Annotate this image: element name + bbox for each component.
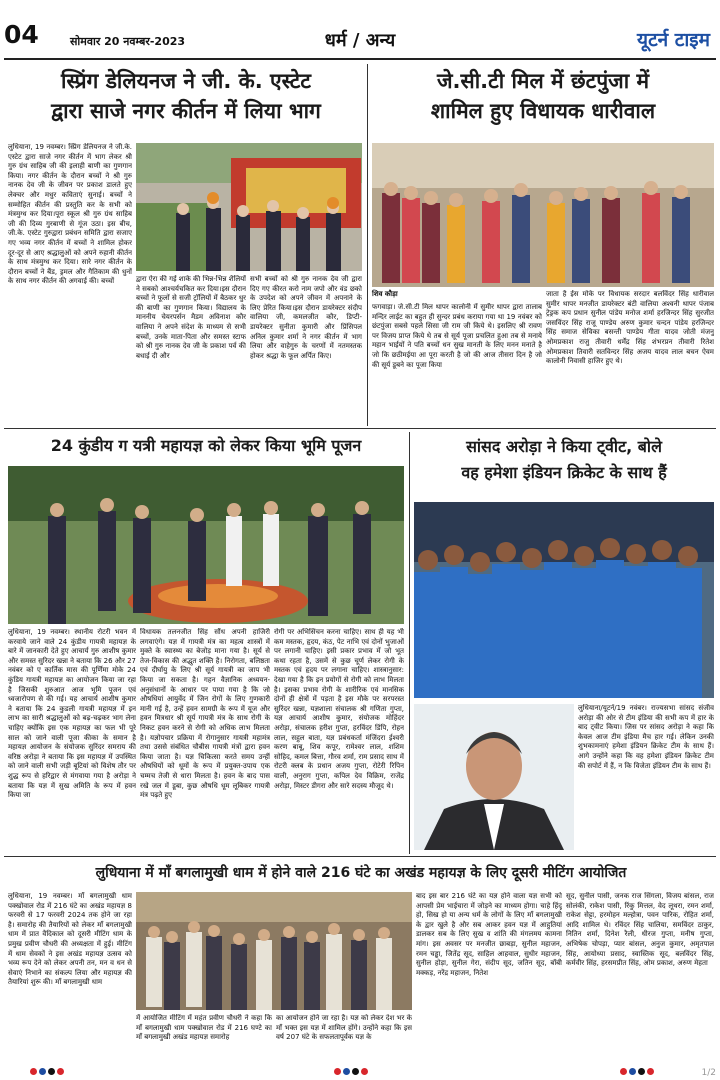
story1-col3: सभी बच्चों को श्री गुरु नानक देव जी द्वारा दिए गए कीरत करो नाम जपो और वंड छको के उपदेश को अपने जीवन में अपनाने के लिए प्रेरित किया।इस दौरान डायरेक्टर संदीप वालिया जी, कमलजीत कौर, डिप्टी-डायरेक्टर सुनीता कुमारी और प्रिंसिपल अनिल कुमार शर्मा ने नगर कीर्तन में भाग लिया और वाहेगुरु के चरणों में नतमस्तक होकर श्रद्धा के फूल अर्पित किए। [250,275,362,360]
dot-red [30,1068,37,1075]
story1-col1: लुधियाना, 19 नवम्बर। स्प्रिंग डेलियनज ने जी.के. एस्टेट द्वारा साजे नगर कीर्तन में भाग लेकर श्री गुरु ग्रंथ साहिब जी की इलाही बाणी का गुणगान किया। नगर कीर्तन के दौरान बच्चों ने श्री गुरु नानक देव जी के जीवन पर प्रकाश डालते हुए लेक्चर और मधुर कविताएं सुनाई। बच्चों ने सम्मोहित कीर्तन की प्रस्तुति कर के सभी को मंत्रमुग्ध कर दिया।पूरा स्कूल श्री गुरु ग्रंथ साहिब जी की दिव्य गुरबाणी से गूंज उठा। इस बीच, जी.के. एस्टेट गुरुद्वारा प्रबंधन समिति द्वारा सजाए गए भव्य नगर कीर्तन में बच्चों ने शामिल होकर दूर-दूर से आए श्रद्धालुओं को अपने रुहानी कीर्तन के साथ मंत्रमुग्ध कर दिया। सारे नगर कीर्तन के दौरान बच्चों ने बैंड, ड्रमल और गैतिकाम की धुनों के साथ नगर कीर्तन की अगवाई की। बच्चों [8,143,132,286]
story5-col4: बाद इस बार 216 घंटे का यज्ञ होने वाला यज्ञ सभी को आपसी प्रेम भाईचारा में जोड़ने का माध्यम होगा। चाहे हिंदू हो, सिख हो या अन्य धर्म के लोगों के लिए माँ बगलामुखी के द्वार खुले है और सब आकर हवन यज्ञ में आहुतियां डालकर सब के लिए सुख व शांति की मंगलमय कामना मांग। इस अवसर पर मनजीत छाबड़ा, सुनील महाजन, रमन चड्ढा, जितेंद्र सूद, साहिल आहवाल, सुधीर महाजन, सुनील होड़ा, सुनील गेरा, संदीप सूद, जतिन सूद, बॉबी मक्कड़, नरेंद्र महाजन, नितेश [416,892,562,977]
dot-blue [629,1068,636,1075]
story1-photo [136,143,362,271]
nagar-kirtan-photo [136,143,362,271]
story5-col2: में आयोजित मीटिंग में महंत प्रवीण चौधरी ने कहा कि माँ बगलामुखी धाम पक्खोवाल रोड में 216 घण्टे का माँ बगलामुखी अखंड महायज्ञ समारोह [136,1014,272,1042]
dot-red [334,1068,341,1075]
cricket-team-photo [414,502,714,698]
story2-photo [372,143,714,287]
story5-col5: सूद, सुनील पासी, जनक राज सिंगला, विजय बांसल, राज सोलंकी, राकेश पासी, रिंकु मित्तल, वेद लूथरा, रमन शर्मा, राकेश सेट्टा, हरमोहन मल्होत्रा, पवन पारिक, रोहित शर्मा, आदि शामिल थे। रविंदर सिंह चालिया, समविंदर ठाकुर, नितिन शर्मा, दिनेश रैली, धीरज गुप्ता, मनीष गुप्ता, अभिषेक चोपड़ा, प्यार बांसल, अनुज कुमार, अमृतपाल सिंह, आयोध्या प्रसाद, स्वास्तिक सूद, बलविंदर सिंह, कर्मवीर सिंह, हरसमप्रीत सिंह, ओम प्रकाश, अरुण मेहता [566,892,714,968]
section-title: धर्म / अन्य [324,30,396,51]
row-divider-1 [4,428,716,429]
viewer-page-indicator: 1/2 [701,1068,716,1078]
dot-red [361,1068,368,1075]
story3-photo [8,466,404,624]
newspaper-logo: यूटर्न टाइम [637,29,710,51]
story3-col3: रोगी पर अभिसिंचन करना चाहिए। साथ ही यह भी कम मस्तक, हृदय, कंठ, पेट नाभि एवं दोनों भुजाओं पर लगानी चाहिए। इसी प्रकार प्रभाव में जो भूत कथा रहता है, उसमें से कुछ चूर्ण लेकर रोगी के मस्तक एवं हृदय पर लगाना चाहिए। शास्त्रानुसार: देखा गया है कि इन प्रयोगों से रोगी को लाभ मिलता है। इसका प्रभाव रोगी के शारीरिक एवं मानसिक दोनों ही क्षेत्रों में पड़ता है इस मौके पर सरपरस्त सुरिंदर खन्ना, यज्ञशाला संचालक श्री गणिता गुप्ता, यज्ञ आचार्य आशीष कुमार, संयोजक मोहिंदर अरोड़ा, संचालक हरीश गुप्ता, हरविंदर डिंपि, रोहन लाल, सहुल बाता, यज्ञ प्रबंधकर्ता मंजिंदरा ईश्वरी करण बाबू, शिव कपूर, रामेश्वर लाल, शशिम सोहिद, कमल बित्ता, गौरव शर्मा, राम प्रसाद साथ में रोटरी क्लब के प्रधान अजय गुप्ता, रोटेरी रिपिन वाली, अनुराग गुप्ता, कपिल देव विक्रिम, राजेंद्र अरोड़ा, मिस्टर डीगरा और सारे सदस्य मौजूद थे। [274,628,404,790]
dot-black [638,1068,645,1075]
story4-col: लुधियाना/यूटर्न/19 नवंबर। राज्यसभा सांसद संजीव अरोड़ा की ओर से टीम इंडिया की सभी कप में हार के बाद ट्वीट किया। जिस पर सांसद अरोड़ा ने कहा कि केवल आज टीम इंडिया मैच हार गई। लेकिन उनकी शुभकामनाएं हमेशा इंडियन क्रिकेट टीम के साथ हैं। आगे उन्होंने कहा कि वह हमेशा इंडियन क्रिकेट टीम की सपोर्ट में हैं, न कि विजेता इंडियन टीम के साथ हैं। [578,704,714,770]
dot-red [647,1068,654,1075]
dot-black [48,1068,55,1075]
page-number: 04 [4,20,39,49]
footer-dots-right [620,1060,680,1070]
dot-red [620,1068,627,1075]
story4-mp-photo [414,704,574,850]
story4-headline [414,434,714,498]
meeting-group-photo [136,892,412,1010]
dot-red [57,1068,64,1075]
story2-col2: जाता है ईस मोके पर विधायक सरदार बलविंदर सिंह धारीवाल सुमीर थापर मनजीत डायरेक्टर बंटी वालिया अश्वनी थापर पंजाब ट्रेड्रक कप प्रधान सुनील पांडेय मनोज शर्मा हरजिन्दर सिंह सुरजीत जसविंदर सिंह राजू पाण्डेय अरुण कुमार चन्दन पांडेय हरजिन्दर सिंह समाज सेविका बसन्ती पाण्डेय गीता यादव जोती मंजनु ओमप्रकाश राजु तीवारी धर्मेंद्र सिंह शंभरप्रन तीवारी रितेश ओमप्रकाश तिवारी सतविन्दर सिंह अजय यादव लाल बचन ऐवम कालोनी निवासी हाजिर हुए थे। [546,290,714,366]
bhoomi-pujan-photo [8,466,404,624]
story1-headline-line1: स्प्रिंग डेलियनज ने जी. के. एस्टेट [61,69,311,93]
story5-photo [136,892,412,1010]
story2-headline-line2: शामिल हुए विधायक धारीवाल [430,99,656,123]
footer-dots-left [30,1060,90,1070]
story1-col2: द्वारा ऐरा की गई शाके की भिन्न-भिन्न शैलियों ने सबको आश्चर्यचकित कर दिया।इस दौरान बच्चों ने फूलों से सजी ट्रॉलियों में बैठकर धुर की बाणी का गुणगान किया। विद्यालय के माननीय चेयरपर्सन मैडम अविनाश कौर वालिया ने अपने संदेश के माध्यम से सभी बच्चों, उनके माता-पिता और समस्त स्टाफ को श्री गुरु नानक देव जी के प्रकाश पर्व की बधाई दी और [136,275,246,360]
story3-col2: विधायक तलनजीत सिंह सौंध अपनी हाजिरी लगवाएंगे। यज्ञ में गायत्री मंत्र का महत्व शास्त्रों में मुक्ते के स्वास्थ्य का बेजोड़ माना गया है। सूर्य से तेज-विकास की अद्भुत शक्ति है। निरोगता, बलिष्ठता एवं दीर्घायु के लिए श्री सूर्य गायत्री का जाप भी किया जा सकता है। गहन वैज्ञानिक अध्ययन-अनुसंधानों के आधार पर पाया गया है कि जो औषधियां आयुर्वेद में जिन रोगों के लिए गुणकारी मानी गई है, उन्हें हवन सामग्री के रूप में यूज और हवन मित्रधार श्री सूर्य गायत्री मंत्र के साथ रोगी के निकट हवन करने से रोगी को अधिक लाभ मिलता है। यज्ञोपचार प्रक्रिया में रोगानुसार गायत्री महामंत्र तथा उससे संबंधित चौबीस गायत्री मंत्रों द्वारा हवन किया जाता है। यज्ञ चिकित्सा करते समय उन्हीं औषधियों को धूमों के रूप में प्रयुक्त-उपाय एक चम्मच तेजी से धारा मिलता है। हवन के बाद पास रखे जल में डूबा, कुछ औषधि धूम लूबिकर गायत्री मंत्र पढ़ते हुए [140,628,270,800]
header-date: सोमवार 20 नवम्बर-2023 [70,35,186,48]
sanjeev-arora-photo [414,704,574,850]
dot-blue [343,1068,350,1075]
story2-headline [372,66,714,136]
story5-headline: लुधियाना में माँ बगलामुखी धाम में होने वाले 216 घंटे का अखंड महायज्ञ के लिए दूसरी मीटिंग आयोजित [95,865,627,881]
story4-photo [414,502,714,698]
column-divider-mid [409,432,410,854]
story2-col1: फगवाड़ा। जे.सी.टी मिल थापर कालोनी में सुमीर थापर द्वारा तालाब मन्दिर लाईट का बहुत ही सुन्दर प्रबंध कराया गया था 19 नवंबर को छंटपुंजा सबसे पहले सिसा जी राम जी किये थे। इसलिए श्री रावण पर विजय प्राप्त किये थे तब से सूर्य पूजा प्रचलित हुआ तब से मनाये महान भाईयों ने पति बच्चों धन सुख मानती के लिए मनन मनाते है जो कि छठीमईया आ पूरा करती है जो की आज तीसरा दिन है जो की सूर्य डूबने का पूजा किया [372,303,542,369]
story2-headline-line1: जे.सी.टी मिल में छंटपुंजा में [436,69,650,93]
story1-headline [8,66,364,136]
story4-headline-line2: वह हमेशा इंडियन क्रिकेट के साथ हैं [461,463,667,482]
footer-dots-center [334,1060,394,1070]
header-rule [4,58,716,60]
story2-photo-caption: शिव कौड़ा [372,290,398,298]
story4-headline-line1: सांसद अरोड़ा ने किया ट्वीट, बोले [466,437,662,456]
story3-headline: 24 कुंडीय ग यत्री महायज्ञ को लेकर किया भूमि पूजन [50,436,362,455]
story1-headline-line2: द्वारा साजे नगर कीर्तन में लिया भाग [51,99,321,123]
column-divider-top [367,64,368,426]
chhath-puja-photo [372,143,714,287]
dot-black [352,1068,359,1075]
row-divider-2 [4,856,716,857]
story3-col1: लुधियाना, 19 नवम्बर। स्थानीय रोटरी भवन में करवाये जाने वाले 24 कुंडीय गायत्री महायज्ञ के बारे में जानकारी देते हुए आचार्य गुरु आशीष कुमार और समस्त सुरिदर खन्ना ने बताया कि 26 और 27 नवंबर को ए कार्तिक मास की पूर्णिमा मोके 24 कुंडिय गायत्री महायज्ञ का आयोजन किया जा रहा है जिसकी शुरुआत आज भूमि पूजन एवं ध्वजारोपण से की गई। यह आचार्य आशीष कुमार ने बताया कि 24 कुडली गायत्री महायज्ञ में इन लाभ का सारी श्रद्धालुओं को बढ़-चढ़कर भाग लेना चाहिए क्योंकि इस एक महायज्ञ का फल भी पूरे साल को जाने वाली पूजा कीका के समान है महायज्ञ आयोजन के संयोजक सुरिंदर समराय की वरिष्ठ अरोड़ा ने बताया कि इस महायज्ञ में उपस्थित को जाने वाली सभी जड़ी बूटियां को विशेष तौर पर शुद्ध रूप से हरिद्वार से मंगवाया गया है अरोड़ा ने बताया कि यज्ञ में सुख अमिति के रूप में हवन किया जा [8,628,136,800]
story5-col1: लुधियाना, 19 नवम्बर। माँ बगलामुखी धाम पक्खोवाल रोड में 216 घंटे का अखंड महायज्ञ 8 फरवरी से 17 फरवरी 2024 तक होने जा रहा है। समारोह की तैयारियों को लेकर माँ बगलामुखी धाम में प्रात वैदिकाल को दूसरी मीटिंग धाम के प्रमुख प्रवीण चौधरी की अध्यक्षता में हुई। मीटिंग में धाम सेवकों ने इस अखंड महायज्ञ उत्सव को भव्य रूप देने को लेकर अपनी तन, मन व धन से सेवाएं निभाने का संकल्प लिया और महायज्ञ की तैयारियां शुरू की। माँ बगलामुखी धाम [8,892,132,987]
dot-blue [39,1068,46,1075]
story5-col3: का आयोजन होने जा रहा है। यज्ञ को लेकर देश भर के माँ भक्त इस यज्ञ में शामिल होंगे। उन्होंने कहा कि इस वर्ष 207 घंटे के सफलतापूर्वक यज्ञ के [276,1014,412,1042]
